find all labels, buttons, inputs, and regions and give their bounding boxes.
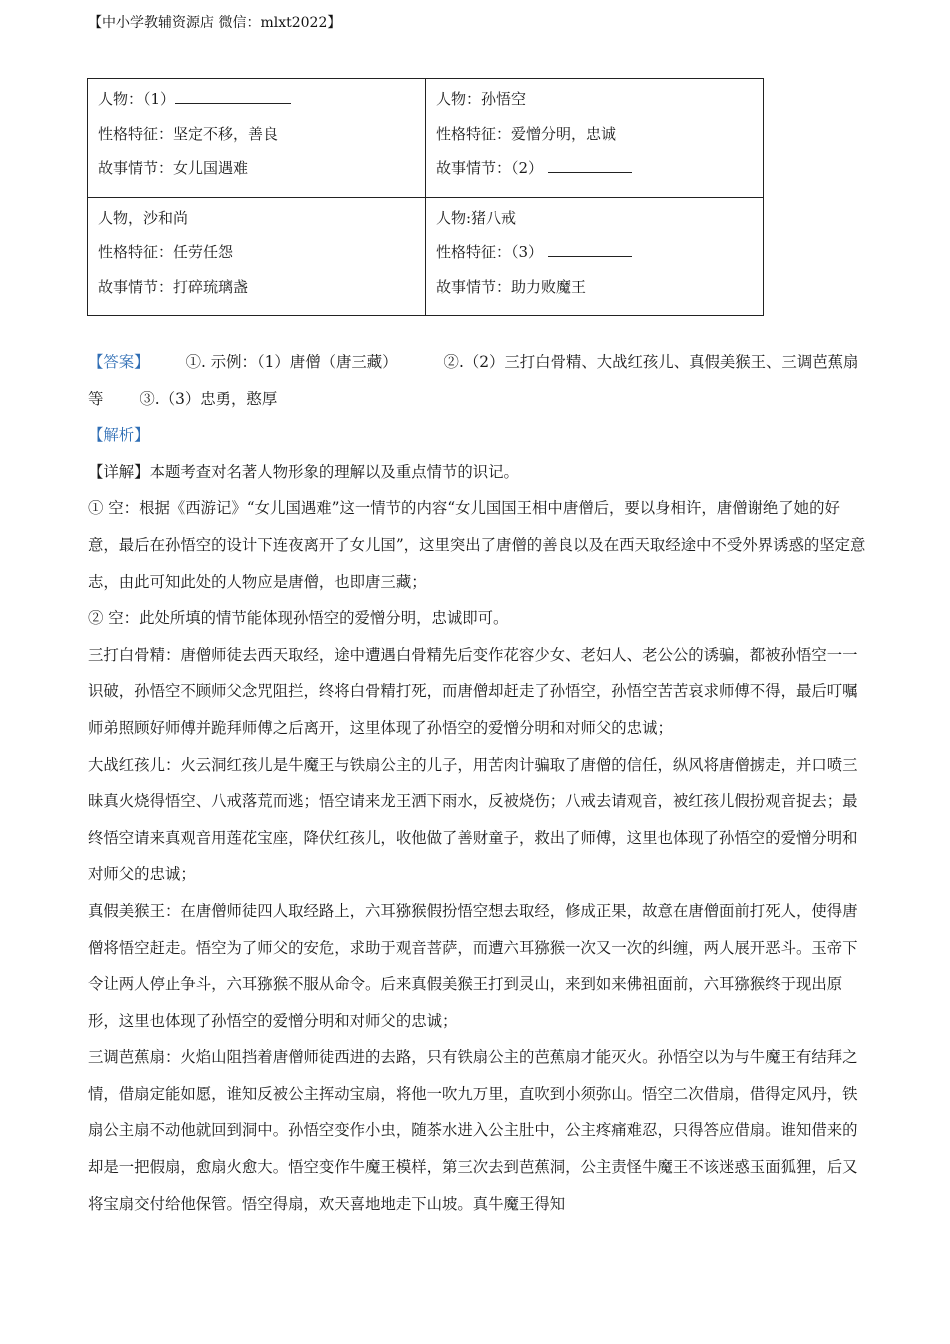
character-table [87, 78, 764, 316]
plot-true-false-monkey-king: 真假美猴王：在唐僧师徒四人取经路上，六耳猕猴假扮悟空想去取经，修成正果，故意在唐僧面前打死人，使得唐僧将悟空赶走。悟空为了师父的安危，求助于观音菩萨，而遭六耳猕猴一次又一次的纠缠，两人展开恶斗。玉帝下令让两人停止争斗，六耳猕猴不服从命令。后来真假美猴王打到灵山，来到如来佛祖面前，六耳猕猴终于现出原形，这里也体现了孙悟空的爱憎分明和对师父的忠诚； [88, 901, 858, 1030]
detail-intro: 【详解】本题考查对名著人物形象的理解以及重点情节的识记。 [88, 462, 519, 481]
person-label: 人物：孙悟空 [436, 90, 527, 108]
cell-zhu-bajie [426, 197, 764, 316]
trait-label: 性格特征：任劳任怨 [98, 243, 234, 261]
person-label: 人物:猪八戒 [436, 208, 517, 227]
analysis-tag: 【解析】 [88, 426, 150, 445]
cell-sha-heshang [88, 197, 426, 316]
answer-part-1: ①. 示例：（1）唐僧（唐三藏） [185, 353, 398, 371]
trait-label: 性格特征：爱憎分明，忠诚 [436, 124, 617, 143]
blank-2-explanation: ② 空：此处所填的情节能体现孙悟空的爱憎分明，忠诚即可。 [88, 609, 509, 628]
trait-label: 性格特征：坚定不移，善良 [98, 124, 279, 143]
plot-three-fights-white-bone: 三打白骨精：唐僧师徒去西天取经，途中遭遇白骨精先后变作花容少女、老妇人、老公公的诱骗，都被孙悟空一一识破，孙悟空不顾师父念咒阻拦，终将白骨精打死，而唐僧却赶走了孙悟空，孙悟空苦苦哀求师傅不得，最后叮嘱师弟照顾好师傅并跪拜师傅之后离开，这里体现了孙悟空的爱憎分明和对师父的忠诚； [88, 645, 858, 737]
answer-part-2: ②.（2）三打白骨精、大战红孩儿、真假美猴王、三调芭蕉扇等 [88, 353, 859, 408]
plot-label: 故事情节：助力败魔王 [436, 277, 587, 296]
page-header: 【中小学教辅资源店 微信：mlxt2022】 [88, 15, 342, 31]
answer-tag: 【答案】 [88, 353, 150, 371]
trait-label: 性格特征：（3） [436, 243, 544, 261]
plot-label: 故事情节：打碎琉璃盏 [98, 277, 249, 296]
plot-red-boy: 大战红孩儿：火云洞红孩儿是牛魔王与铁扇公主的儿子，用苦肉计骗取了唐僧的信任，纵风将唐僧掳走，并口喷三昧真火烧得悟空、八戒落荒而逃；悟空请来龙王洒下雨水，反被烧伤；八戒去请观音，被红孩儿假扮观音捉去；最终悟空请来真观音用莲花宝座，降伏红孩儿，收他做了善财童子，救出了师傅，这里也体现了孙悟空的爱憎分明和对师父的忠诚； [88, 755, 858, 884]
answer-part-3: ③.（3）忠勇，憨厚 [139, 389, 278, 408]
person-label: 人物，沙和尚 [98, 208, 189, 227]
cell-sun-wukong [426, 79, 764, 198]
blank-1-explanation: ① 空：根据《西游记》“女儿国遇难”这一情节的内容“女儿国国王相中唐僧后，要以身相许，唐僧谢绝了她的好意，最后在孙悟空的设计下连夜离开了女儿国”，这里突出了唐僧的善良以及在西天取经途中不受外界诱惑的坚定意志，由此可知此处的人物应是唐僧，也即唐三藏； [88, 499, 866, 591]
fill-blank-2 [548, 158, 632, 173]
answer-analysis-body [88, 344, 870, 1222]
fill-blank-1 [175, 89, 291, 104]
plot-banana-fan: 三调芭蕉扇：火焰山阻挡着唐僧师徒西进的去路，只有铁扇公主的芭蕉扇才能灭火。孙悟空以为与牛魔王有结拜之情，借扇定能如愿，谁知反被公主挥动宝扇，将他一吹九万里，直吹到小须弥山。悟空二次借扇，借得定风丹，铁扇公主扇不动他就回到洞中。孙悟空变作小虫，随茶水进入公主肚中，公主疼痛难忍，只得答应借扇。谁知借来的却是一把假扇，愈扇火愈大。悟空变作牛魔王模样，第三次去到芭蕉洞，公主责怪牛魔王不该迷惑玉面狐狸，后又将宝扇交付给他保管。悟空得扇，欢天喜地地走下山坡。真牛魔王得知 [88, 1048, 858, 1213]
plot-label: 故事情节：（2） [436, 159, 544, 177]
answer-paragraph [88, 344, 870, 417]
plot-label: 故事情节：女儿国遇难 [98, 159, 249, 177]
person-label: 人物：（1） [98, 90, 176, 108]
fill-blank-3 [548, 242, 632, 257]
cell-tang-seng [88, 79, 426, 198]
